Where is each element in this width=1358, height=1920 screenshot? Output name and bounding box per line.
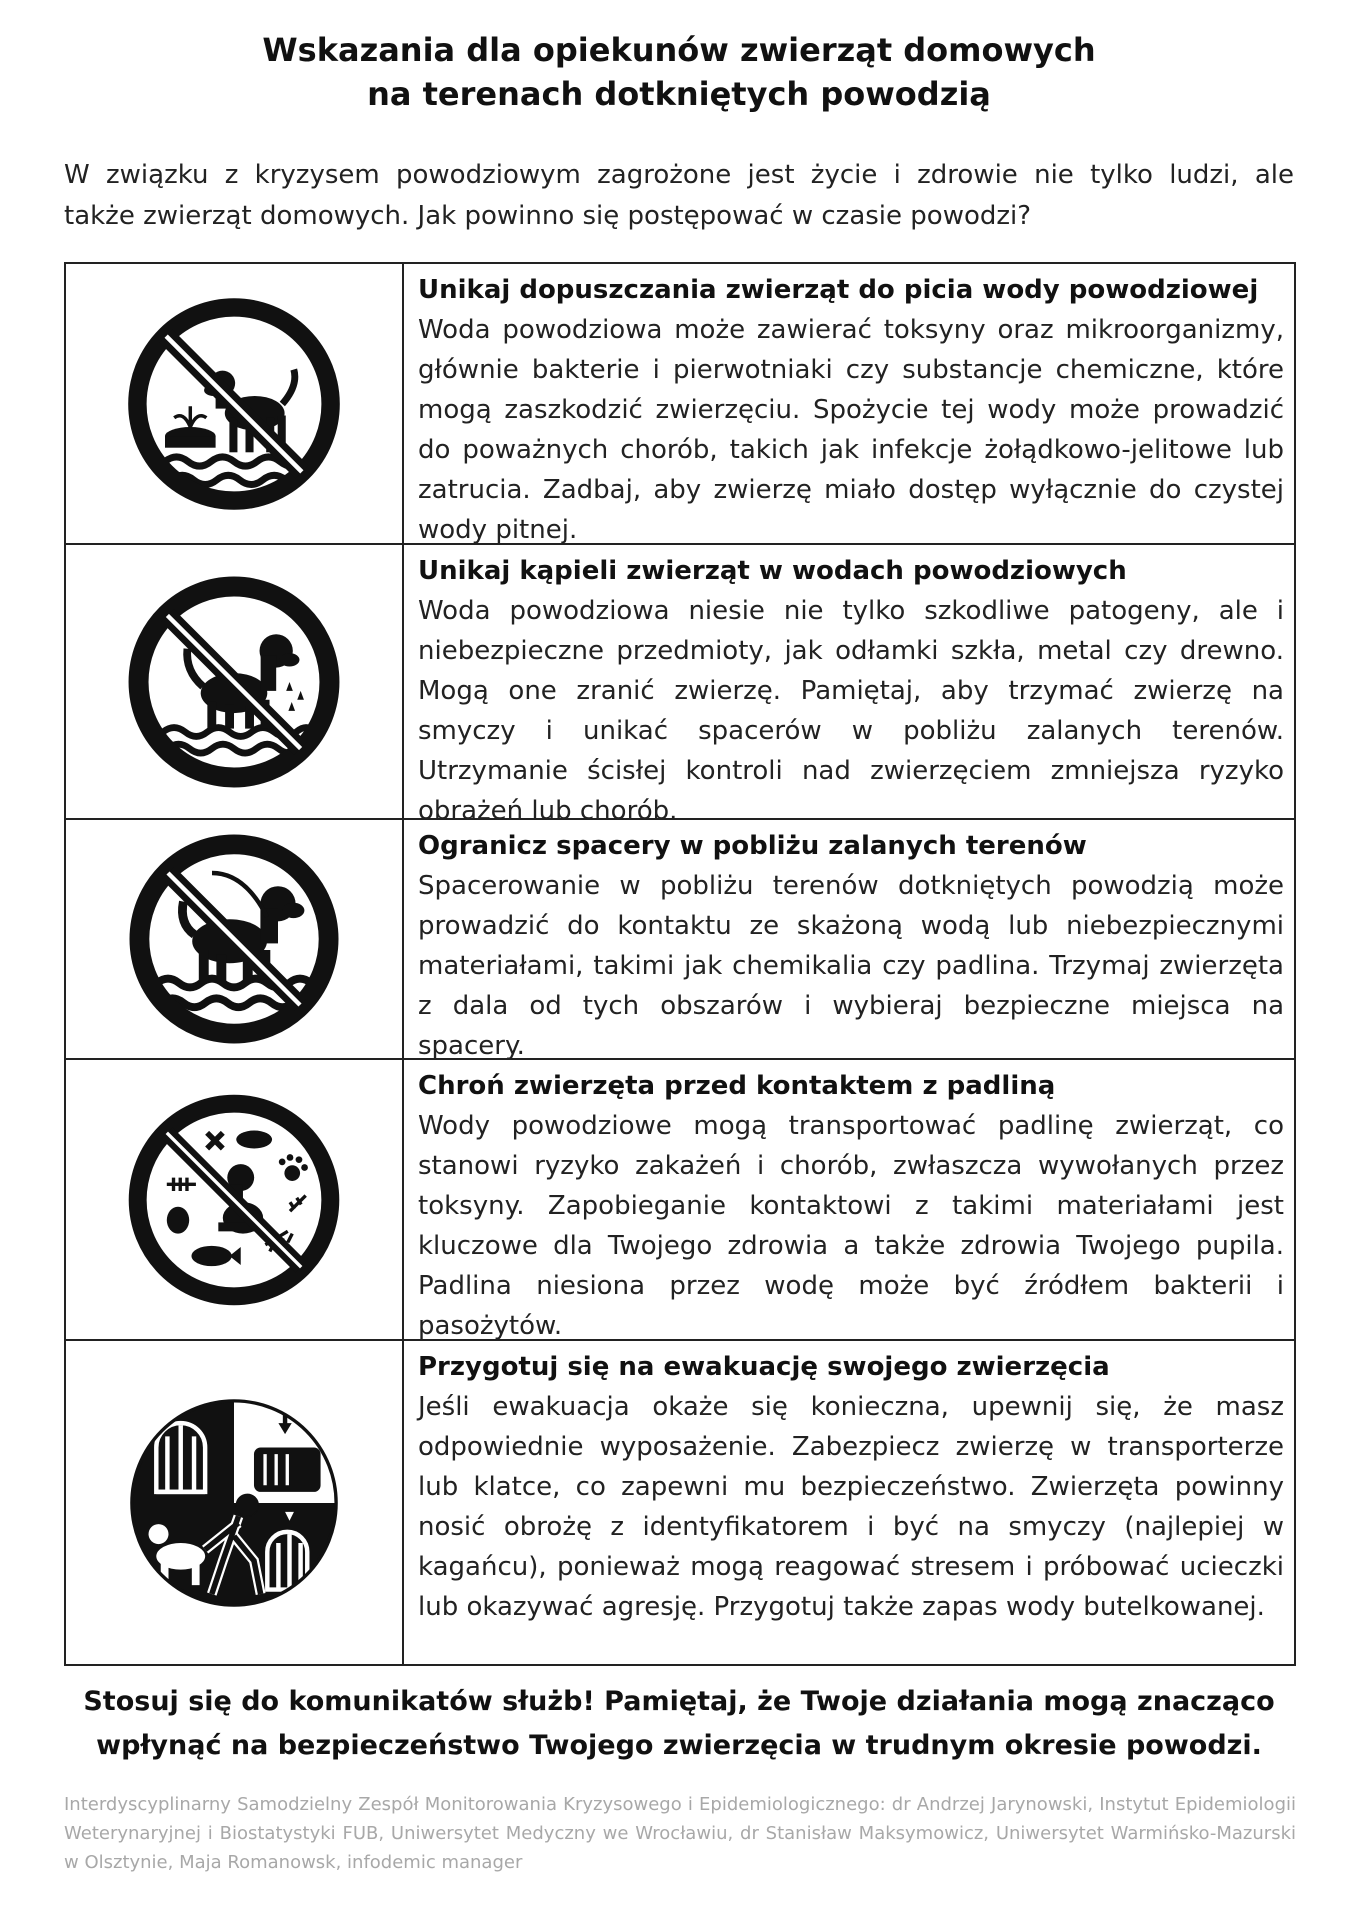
closing-line-1: Stosuj się do komunikatów służb! Pamiętaj, że Twoje działania mogą znacząco	[83, 1686, 1275, 1717]
icon-cell	[66, 1060, 404, 1339]
section-body: Woda powodziowa niesie nie tylko szkodliwe patogeny, ale i niebezpieczne przedmioty, jak odłamki szkła, metal czy drewno. Mogą one zranić zwierzę. Pamiętaj, aby trzymać zwierzę na smyczy i unikać spacerów w pobliżu zalanych terenów. Utrzymanie ścisłej kontroli nad zwierzęciem zmniejsza ryzyko obrażeń lub chorób.	[418, 596, 1284, 826]
intro-paragraph	[64, 155, 1294, 237]
table-row	[66, 1341, 1294, 1664]
intro-line-2: także zwierząt domowych. Jak powinno się postępować w czasie powodzi?	[64, 201, 1032, 231]
table-row	[66, 820, 1294, 1060]
section-body: Jeśli ewakuacja okaże się konieczna, upewnij się, że masz odpowiednie wyposażenie. Zabezpiecz zwierzę w transporterze lub klatce, co zapewni mu bezpieczeństwo. Zwierzęta powinny nosić obrożę z identyfikatorem i być na smyczy (najlepiej w kagańcu), ponieważ mogą reagować stresem i próbować ucieczki lub okazywać agresję. Przygotuj także zapas wody butelkowanej.	[418, 1392, 1284, 1622]
section-text	[418, 826, 1284, 1066]
section-heading: Unikaj kąpieli zwierząt w wodach powodziowych	[418, 556, 1127, 586]
section-text	[418, 551, 1284, 831]
section-body: Wody powodziowe mogą transportować padlinę zwierząt, co stanowi ryzyko zakażeń i chorób, zwłaszcza wywołanych przez toksyny. Zapobieganie kontaktowi z takimi materiałami jest kluczowe dla Twojego zdrowia a także zdrowia Twojego pupila. Padlina niesiona przez wodę może być źródłem bakterii i pasożytów.	[418, 1111, 1284, 1341]
table-row	[66, 545, 1294, 826]
section-text	[418, 1066, 1284, 1346]
icon-cell	[66, 545, 404, 818]
pet-evacuation-icon	[123, 1392, 345, 1614]
closing-line-2: wpłynąć na bezpieczeństwo Twojego zwierzęcia w trudnym okresie powodzi.	[96, 1730, 1262, 1761]
section-heading: Przygotuj się na ewakuację swojego zwierzęcia	[418, 1352, 1110, 1382]
table-row	[66, 1060, 1294, 1341]
no-drinking-flood-water-icon	[119, 289, 349, 519]
credits-footer: Interdyscyplinarny Samodzielny Zespół Monitorowania Kryzysowego i Epidemiologicznego: dr Andrzej Jarynowski, Instytut Epidemiologii Weterynaryjnej i Biostatystyki FUB, Uniwersytet Medyczny we Wrocławiu, dr Stanisław Maksymowicz, Uniwersytet Warmińsko-Mazurski w Olsztynie, Maja Romanowsk, infodemic manager	[64, 1794, 1296, 1873]
section-heading: Unikaj dopuszczania zwierząt do picia wody powodziowej	[418, 275, 1259, 305]
guidance-table	[64, 262, 1296, 1666]
section-heading: Ogranicz spacery w pobliżu zalanych terenów	[418, 831, 1087, 861]
icon-cell	[66, 820, 404, 1058]
no-contact-with-carrion-icon	[122, 1088, 346, 1312]
closing-statement	[64, 1680, 1294, 1768]
section-body: Woda powodziowa może zawierać toksyny oraz mikroorganizmy, głównie bakterie i pierwotniaki czy substancje chemiczne, które mogą zaszkodzić zwierzęciu. Spożycie tej wody może prowadzić do poważnych chorób, takich jak infekcje żołądkowo-jelitowe lub zatrucia. Zadbaj, aby zwierzę miało dostęp wyłącznie do czystej wody pitnej.	[418, 315, 1284, 545]
table-row	[66, 264, 1294, 545]
title-line-2: na terenach dotkniętych powodzią	[367, 75, 991, 113]
intro-line-1: W związku z kryzysem powodziowym zagrożone jest życie i zdrowie nie tylko ludzi, ale	[64, 160, 1294, 190]
section-text	[418, 1347, 1284, 1627]
icon-cell	[66, 1341, 404, 1664]
section-body: Spacerowanie w pobliżu terenów dotkniętych powodzią może prowadzić do kontaktu ze skażoną wodą lub niebezpiecznymi materiałami, takimi jak chemikalia czy padlina. Trzymaj zwierzęta z dala od tych obszarów i wybieraj bezpieczne miejsca na spacery.	[418, 871, 1284, 1061]
page-title	[64, 28, 1294, 116]
icon-cell	[66, 264, 404, 543]
section-heading: Chroń zwierzęta przed kontaktem z padliną	[418, 1071, 1056, 1101]
section-text	[418, 270, 1284, 550]
no-walking-near-flood-icon	[124, 829, 344, 1049]
no-bathing-in-flood-water-icon	[123, 571, 345, 793]
title-line-1: Wskazania dla opiekunów zwierząt domowych	[262, 31, 1096, 69]
